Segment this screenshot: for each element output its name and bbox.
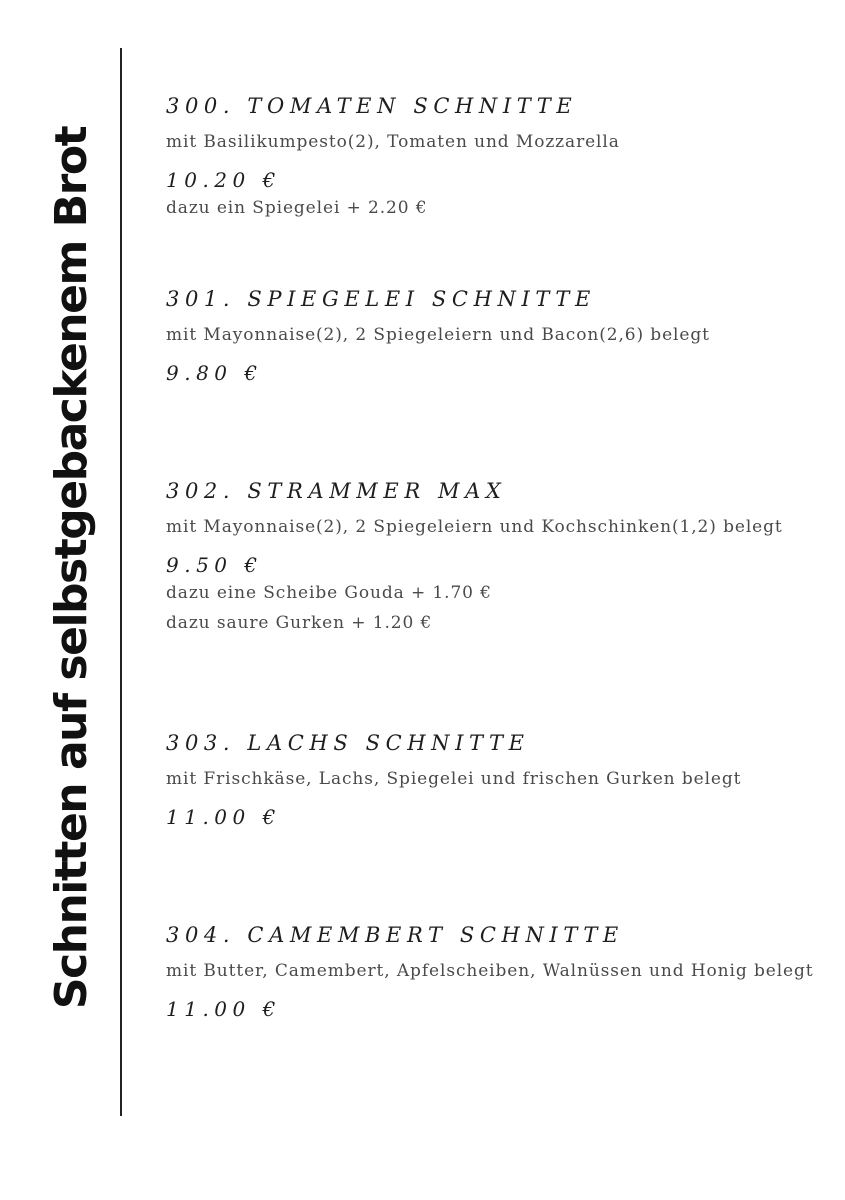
menu-item-name: 303. LACHS SCHNITTE xyxy=(166,731,530,755)
menu-item-303 xyxy=(166,730,816,830)
menu-item-302 xyxy=(166,478,816,638)
menu-item-description: mit Butter, Camembert, Apfelscheiben, Walnüssen und Honig belegt xyxy=(166,961,814,981)
menu-item-extra: dazu eine Scheibe Gouda + 1.70 € xyxy=(166,583,492,603)
vertical-divider xyxy=(120,48,122,1116)
menu-item-description: mit Basilikumpesto(2), Tomaten und Mozzarella xyxy=(166,132,620,152)
menu-item-price: 11.00 € xyxy=(166,997,281,1021)
menu-item-301 xyxy=(166,286,816,386)
menu-item-name: 304. CAMEMBERT SCHNITTE xyxy=(166,923,624,947)
menu-item-price: 9.50 € xyxy=(166,553,263,577)
menu-item-price: 11.00 € xyxy=(166,805,281,829)
menu-item-extra: dazu saure Gurken + 1.20 € xyxy=(166,613,433,633)
menu-item-description: mit Mayonnaise(2), 2 Spiegeleiern und Kochschinken(1,2) belegt xyxy=(166,517,783,537)
menu-item-name: 302. STRAMMER MAX xyxy=(166,479,507,503)
menu-item-300 xyxy=(166,93,816,223)
menu-item-description: mit Mayonnaise(2), 2 Spiegeleiern und Bacon(2,6) belegt xyxy=(166,325,710,345)
menu-item-description: mit Frischkäse, Lachs, Spiegelei und frischen Gurken belegt xyxy=(166,769,742,789)
menu-item-304 xyxy=(166,922,816,1022)
menu-item-name: 301. SPIEGELEI SCHNITTE xyxy=(166,287,596,311)
menu-item-price: 10.20 € xyxy=(166,168,281,192)
menu-section-title: Schnitten auf selbstgebackenem Brot xyxy=(45,126,97,1010)
menu-item-extra: dazu ein Spiegelei + 2.20 € xyxy=(166,198,428,218)
menu-item-name: 300. TOMATEN SCHNITTE xyxy=(166,94,578,118)
menu-item-price: 9.80 € xyxy=(166,361,263,385)
